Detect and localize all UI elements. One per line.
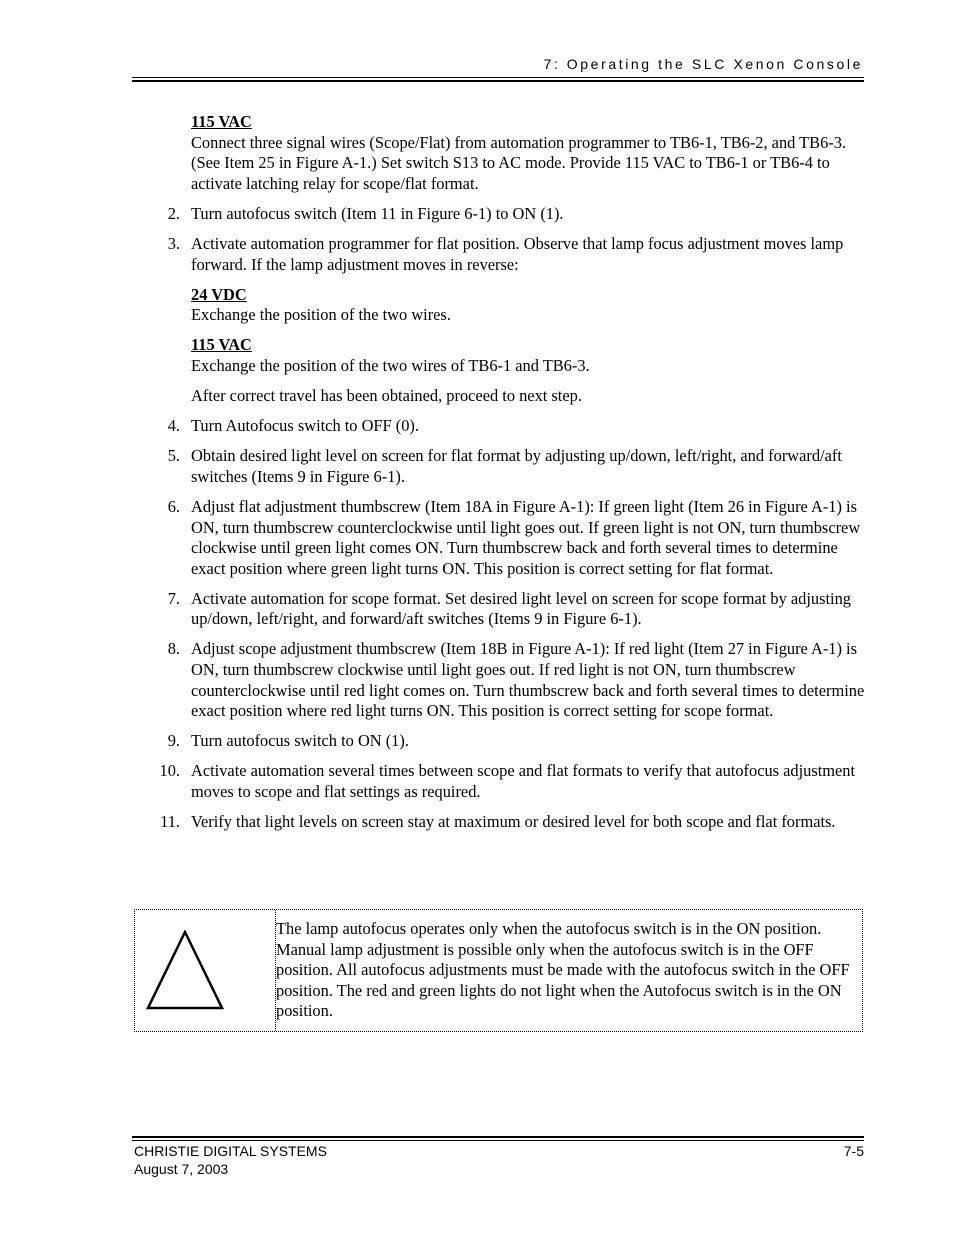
vdc-heading: 24 VDC bbox=[191, 284, 247, 304]
list-item-text: Activate automation several times between scope and flat formats to verify that autofocus adjustment moves to scope and flat settings as required. bbox=[191, 761, 856, 802]
list-item-number: 7. bbox=[167, 588, 180, 608]
intro-heading: 115 VAC bbox=[191, 112, 252, 131]
footer-rule-thick bbox=[132, 1136, 864, 1138]
list-item-number: 6. bbox=[167, 496, 180, 516]
page-header-title: 7: Operating the SLC Xenon Console bbox=[543, 56, 863, 72]
list-item-number: 8. bbox=[167, 639, 180, 659]
note-box bbox=[134, 909, 863, 1032]
note-text: The lamp autofocus operates only when the autofocus switch is in the ON position. Manual lamp adjustment is possible only when the autofocus switch is in the OFF position. All autofocus adjustments must be made with the autofocus switch in the OFF position. The red and green lights do not light when the Autofocus switch is in the ON position. bbox=[276, 919, 850, 1021]
list-item-text: Turn autofocus switch (Item 11 in Figure 6-1) to ON (1). bbox=[191, 203, 564, 223]
list-item bbox=[132, 204, 872, 225]
footer-date: August 7, 2003 bbox=[134, 1161, 229, 1177]
intro-block bbox=[191, 112, 872, 194]
list-item bbox=[132, 497, 872, 579]
list-item bbox=[132, 731, 872, 752]
list-item-text: Turn Autofocus switch to OFF (0). bbox=[191, 416, 419, 436]
note-icon-cell bbox=[135, 910, 276, 1031]
list-item-text: Verify that light levels on screen stay at maximum or desired level for both scope and flat formats. bbox=[191, 812, 836, 832]
page-body bbox=[132, 112, 872, 833]
intro-text: Connect three signal wires (Scope/Flat) from automation programmer to TB6-1, TB6-2, and TB6-3. (See Item 25 in Figure A-1.) Set switch S13 to AC mode. Provide 115 VAC to TB6-1 or TB6-4 to activate latching relay for scope/flat format. bbox=[191, 132, 847, 193]
vac-heading: 115 VAC bbox=[191, 335, 252, 355]
list-item bbox=[132, 234, 872, 275]
list-item-number: 10. bbox=[159, 761, 180, 781]
list-item-number: 5. bbox=[167, 446, 180, 466]
list-item-text: Activate automation for scope format. Set desired light level on screen for scope format by adjusting up/down, left/right, and forward/aft switches (Items 9 in Figure 6-1). bbox=[191, 588, 851, 629]
after-text: After correct travel has been obtained, proceed to next step. bbox=[191, 386, 582, 406]
footer-company: CHRISTIE DIGITAL SYSTEMS bbox=[134, 1143, 327, 1159]
vac-block bbox=[191, 335, 872, 376]
list-item bbox=[132, 589, 872, 630]
list-item-text: Adjust scope adjustment thumbscrew (Item 18B in Figure A-1): If red light (Item 27 in Figure A-1) is ON, turn thumbscrew clockwise until light goes out. If red light is not ON, turn thumbscrew counterclockwise until red light comes on. Turn thumbscrew back and forth several times to determine exact position where red light turns ON. This position is correct setting for scope format. bbox=[191, 639, 865, 721]
list-item bbox=[132, 416, 872, 437]
list-item bbox=[132, 812, 872, 833]
footer-rule bbox=[132, 1140, 864, 1141]
list-item bbox=[132, 639, 872, 721]
list-item-text: Adjust flat adjustment thumbscrew (Item 18A in Figure A-1): If green light (Item 26 in Figure A-1) is ON, turn thumbscrew counterclockwise until light goes out. If green light is not ON, turn thumbscrew clockwise until green light comes ON. Turn thumbscrew back and forth several times to determine exact position where green light turns ON. This position is correct setting for flat format. bbox=[191, 496, 861, 578]
footer-page-number: 7-5 bbox=[843, 1143, 864, 1159]
list-item bbox=[132, 761, 872, 802]
header-rule-thick bbox=[132, 80, 864, 82]
list-item-number: 9. bbox=[167, 731, 180, 751]
list-item-number: 4. bbox=[167, 416, 180, 436]
warning-triangle-icon bbox=[145, 930, 225, 1012]
list-item-text: Turn autofocus switch to ON (1). bbox=[191, 731, 409, 751]
vdc-block bbox=[191, 285, 872, 326]
list-item-text: Obtain desired light level on screen for flat format by adjusting up/down, left/right, and forward/aft switches (Items 9 in Figure 6-1). bbox=[191, 446, 842, 486]
page-footer bbox=[134, 1142, 864, 1178]
list-item-number: 11. bbox=[160, 812, 180, 832]
vac-text: Exchange the position of the two wires of TB6-1 and TB6-3. bbox=[191, 355, 590, 375]
list-item-number: 3. bbox=[167, 233, 180, 253]
list-item-text: Activate automation programmer for flat position. Observe that lamp focus adjustment moves lamp forward. If the lamp adjustment moves in reverse: bbox=[191, 233, 844, 274]
list-item-number: 2. bbox=[167, 203, 180, 223]
vdc-text: Exchange the position of the two wires. bbox=[191, 305, 451, 325]
list-item bbox=[132, 446, 872, 487]
header-rule bbox=[132, 77, 864, 78]
